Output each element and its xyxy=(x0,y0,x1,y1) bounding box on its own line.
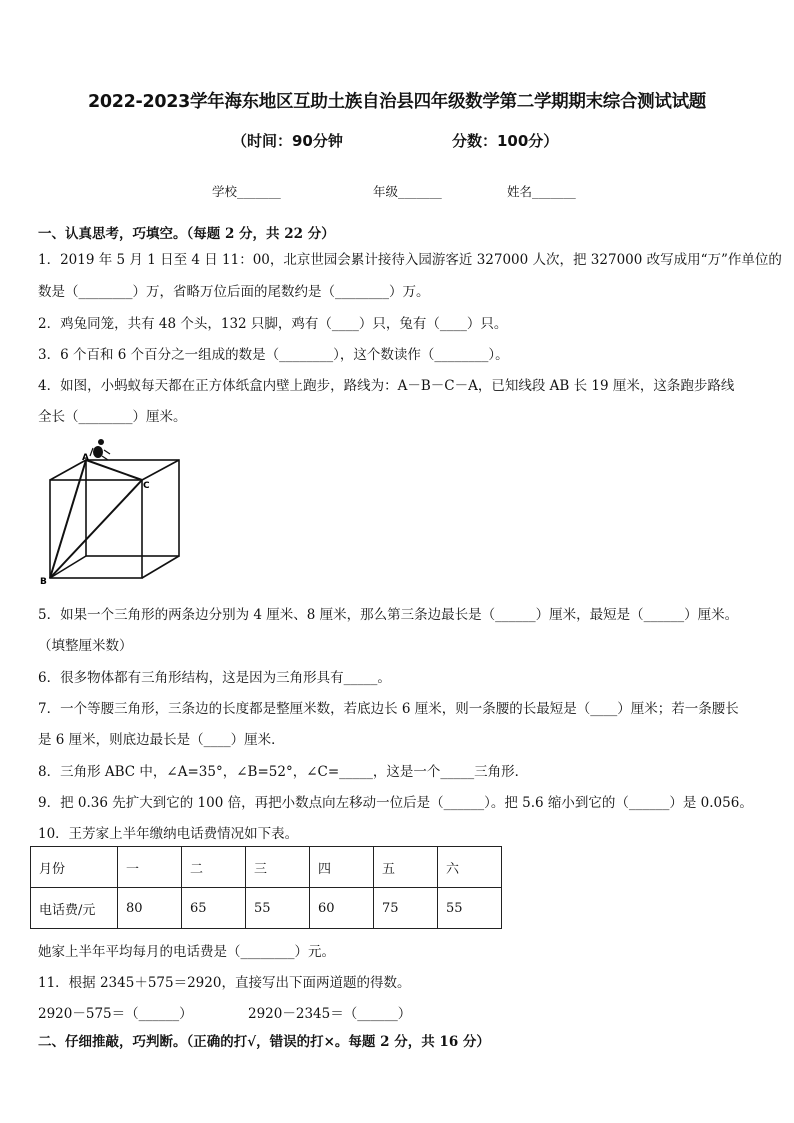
table-row xyxy=(31,888,502,929)
table-cell: 电话费/元 xyxy=(31,888,118,929)
segment-ca xyxy=(86,460,142,480)
question-5-line-2: （填整厘米数） xyxy=(38,638,133,654)
section-1-heading: 一、认真思考，巧填空。（每题 2 分，共 22 分） xyxy=(38,226,335,242)
exam-time: （时间：90分钟 xyxy=(232,132,343,150)
table-cell: 80 xyxy=(118,888,182,929)
label-a: A xyxy=(82,453,89,463)
question-8: 8．三角形 ABC 中，∠A=35°，∠B=52°，∠C=_____，这是一个_____三角形． xyxy=(38,764,529,780)
table-row xyxy=(31,847,502,888)
name-field: 姓名_______ xyxy=(507,184,576,199)
table-cell: 一 xyxy=(118,847,182,888)
question-10-followup: 她家上半年平均每月的电话费是（________）元。 xyxy=(38,944,335,960)
phone-fee-table xyxy=(30,846,502,929)
school-field: 学校_______ xyxy=(212,184,281,199)
question-5-line-1: 5．如果一个三角形的两条边分别为 4 厘米、8 厘米，那么第三条边最长是（______）厘米，最短是（______）厘米。 xyxy=(38,607,739,623)
ant-icon xyxy=(90,439,110,460)
question-4-line-1: 4．如图，小蚂蚁每天都在正方体纸盒内壁上跑步，路线为：A－B－C－A，已知线段 AB 长 19 厘米，这条跑步路线 xyxy=(38,378,735,394)
question-11-b: 2920－2345＝（______） xyxy=(248,1006,412,1022)
question-2: 2．鸡兔同笼，共有 48 个头，132 只脚，鸡有（____）只，兔有（____）只。 xyxy=(38,316,508,332)
grade-field: 年级_______ xyxy=(373,184,442,199)
question-9: 9．把 0.36 先扩大到它的 100 倍，再把小数点向左移动一位后是（______）。把 5.6 缩小到它的（______）是 0.056。 xyxy=(38,795,753,811)
exam-score: 分数：100分） xyxy=(452,132,559,150)
table-cell: 月份 xyxy=(31,847,118,888)
table-cell: 55 xyxy=(246,888,310,929)
table-cell: 65 xyxy=(182,888,246,929)
exam-meta xyxy=(232,130,559,151)
cube-figure xyxy=(38,434,188,584)
table-cell: 75 xyxy=(374,888,438,929)
question-1-line-2: 数是（________）万，省略万位后面的尾数约是（________）万。 xyxy=(38,284,430,300)
cube-back-face xyxy=(86,460,179,556)
question-1-line-1: 1．2019 年 5 月 1 日至 4 日 11：00，北京世园会累计接待入园游客近 327000 人次，把 327000 改写成用“万”作单位的 xyxy=(38,252,782,268)
page-title: 2022-2023学年海东地区互助土族自治县四年级数学第二学期期末综合测试试题 xyxy=(88,92,706,112)
question-10: 10．王芳家上半年缴纳电话费情况如下表。 xyxy=(38,826,299,842)
question-7-line-1: 7．一个等腰三角形，三条边的长度都是整厘米数，若底边长 6 厘米，则一条腰的长最短是（____）厘米；若一条腰长 xyxy=(38,701,739,717)
table-cell: 六 xyxy=(438,847,502,888)
question-4-line-2: 全长（________）厘米。 xyxy=(38,409,187,425)
question-11-a: 2920－575＝（______） xyxy=(38,1006,193,1022)
label-c: C xyxy=(143,481,150,491)
label-b: B xyxy=(40,577,47,584)
table-cell: 二 xyxy=(182,847,246,888)
table-cell: 五 xyxy=(374,847,438,888)
question-11: 11．根据 2345＋575＝2920，直接写出下面两道题的得数。 xyxy=(38,975,411,991)
question-6: 6．很多物体都有三角形结构，这是因为三角形具有_____。 xyxy=(38,670,391,686)
table-cell: 60 xyxy=(310,888,374,929)
table-cell: 55 xyxy=(438,888,502,929)
table-cell: 四 xyxy=(310,847,374,888)
table-cell: 三 xyxy=(246,847,310,888)
question-3: 3．6 个百和 6 个百分之一组成的数是（________），这个数读作（________）。 xyxy=(38,347,509,363)
segment-bc xyxy=(50,480,142,578)
question-7-line-2: 是 6 厘米，则底边最长是（____）厘米． xyxy=(38,732,285,748)
section-2-heading: 二、仔细推敲，巧判断。（正确的打√，错误的打×。每题 2 分，共 16 分） xyxy=(38,1034,490,1050)
